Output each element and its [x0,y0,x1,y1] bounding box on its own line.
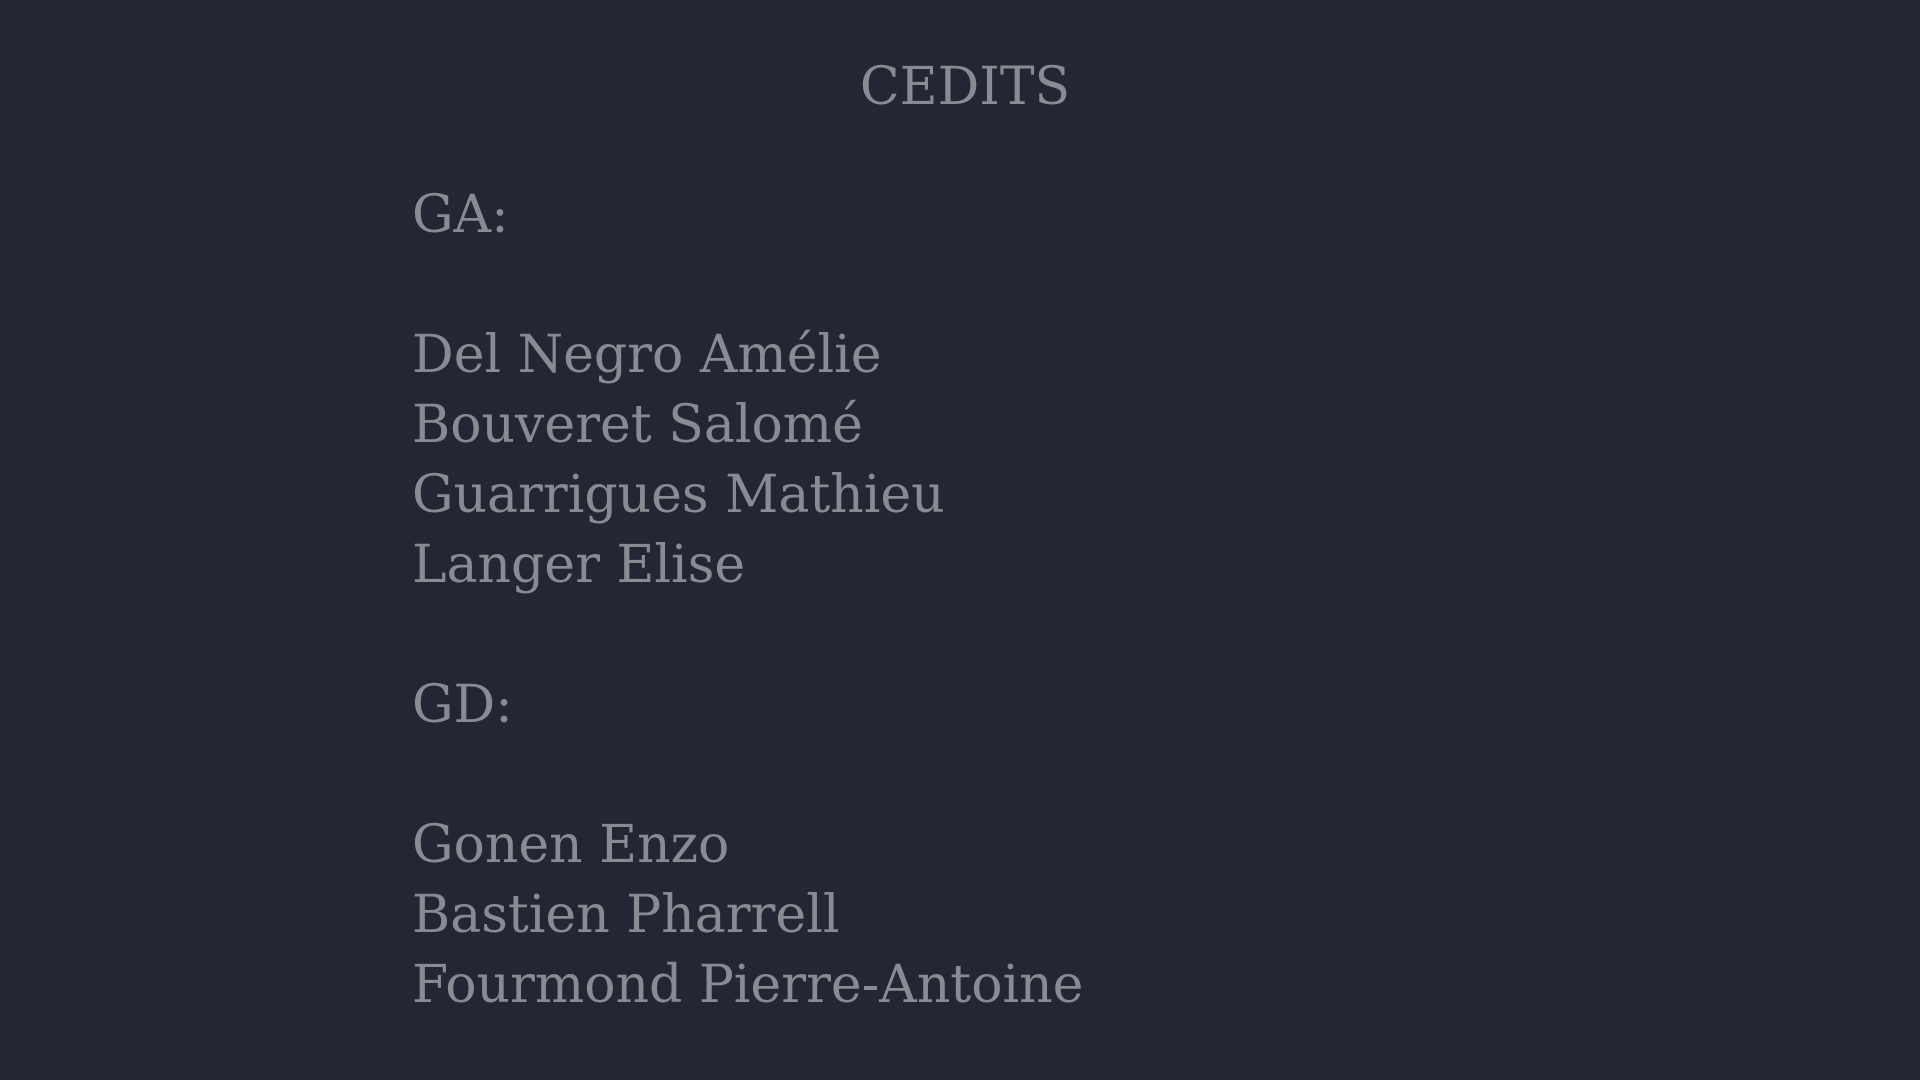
credit-name: Bastien Pharrell [412,885,840,945]
section-heading-gd: GD: [412,675,513,735]
credit-name: Fourmond Pierre-Antoine [412,955,1084,1015]
credit-name: Guarrigues Mathieu [412,465,945,525]
section-heading-ga: GA: [412,185,509,245]
credit-name: Langer Elise [412,535,746,595]
credit-name: Del Negro Amélie [412,325,882,385]
credits-list [412,180,1512,1020]
credits-title: CEDITS [859,57,1071,117]
credit-name: Bouveret Salomé [412,395,863,455]
credit-name: Gonen Enzo [412,815,730,875]
